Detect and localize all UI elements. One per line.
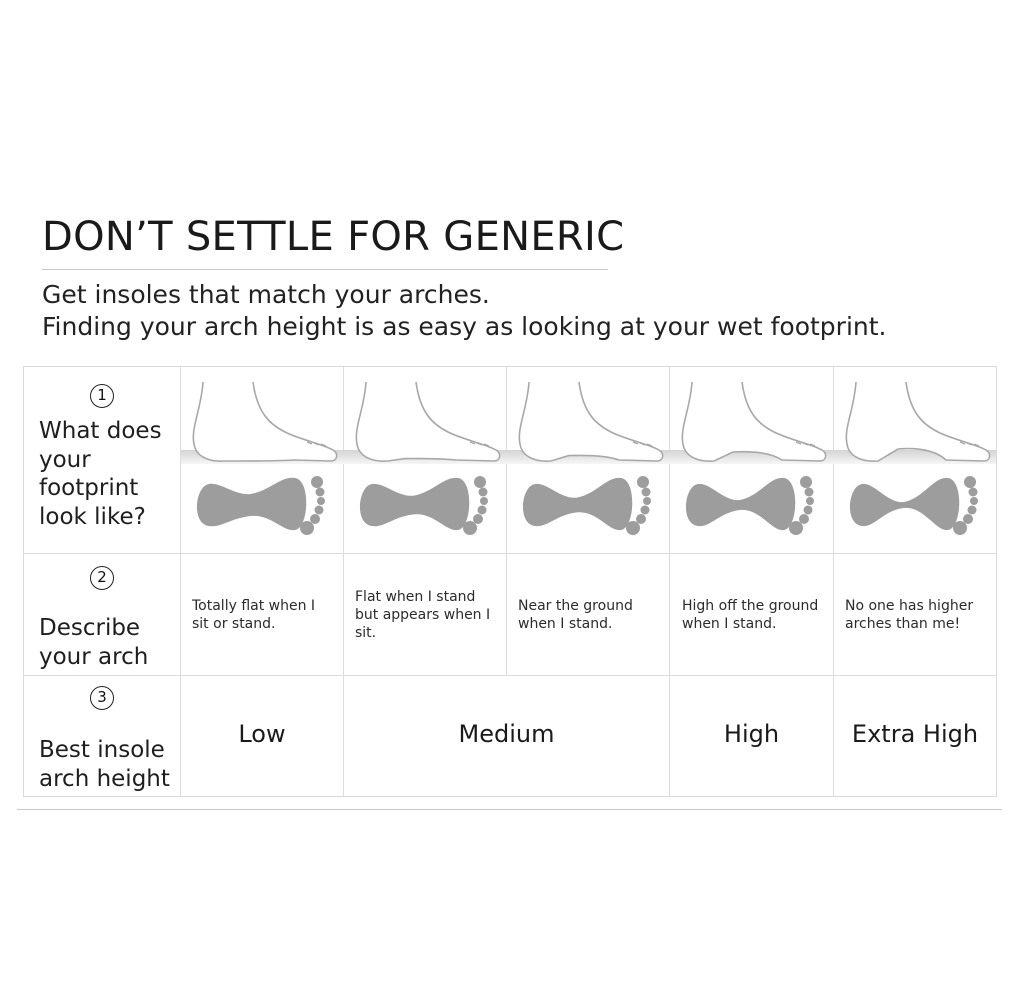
desc-line: Flat when I stand <box>355 589 476 605</box>
foot-side-icon <box>181 382 343 462</box>
desc-line: Near the ground <box>518 598 633 614</box>
step-number-2: 2 <box>90 566 114 590</box>
height-extra-high: Extra High <box>851 720 979 748</box>
footprint-icon <box>354 474 504 536</box>
desc-line: arches than me! <box>845 616 961 632</box>
desc-line: No one has higher <box>845 598 974 614</box>
footprint-icon <box>191 474 341 536</box>
height-high: High <box>723 720 780 748</box>
height-medium: Medium <box>458 720 555 748</box>
row-label-footprint <box>39 417 162 531</box>
step-number-1: 1 <box>90 384 114 408</box>
grid-line <box>23 553 997 554</box>
subtitle-line-1: Get insoles that match your arches. <box>42 280 490 309</box>
height-low: Low <box>238 720 286 748</box>
row-label-line: Best insole <box>39 737 165 763</box>
desc-line: Totally flat when I <box>192 598 316 614</box>
row-label-line: What does <box>39 418 162 444</box>
footprint-icon <box>844 474 994 536</box>
page-title: DON’T SETTLE FOR GENERIC <box>42 214 625 260</box>
desc-line: when I stand. <box>518 616 613 632</box>
desc-line: but appears when I <box>355 607 491 623</box>
foot-side-icon <box>507 382 669 462</box>
desc-line: when I stand. <box>682 616 777 632</box>
row-label-line: look like? <box>39 503 146 530</box>
footprint-icon <box>680 474 830 536</box>
foot-side-icon <box>670 382 832 462</box>
row-label-line: Describe <box>39 615 141 641</box>
row-label-best-height <box>39 736 170 793</box>
step-number-3: 3 <box>90 686 114 710</box>
desc-line: sit. <box>355 625 377 641</box>
row-label-line: your arch <box>39 643 149 670</box>
foot-side-icon <box>834 382 996 462</box>
title-underline <box>42 269 608 270</box>
arch-description-4 <box>682 597 818 633</box>
row-label-line: your <box>39 446 91 473</box>
footprint-icon <box>517 474 667 536</box>
grid-line <box>23 675 997 676</box>
arch-description-1 <box>192 597 315 633</box>
desc-line: sit or stand. <box>192 616 276 632</box>
arch-description-2 <box>355 588 490 642</box>
bottom-rule <box>17 809 1002 810</box>
row-label-describe <box>39 614 148 671</box>
row-label-line: arch height <box>39 765 170 792</box>
desc-line: High off the ground <box>682 598 819 614</box>
arch-description-3 <box>518 597 633 633</box>
arch-description-5 <box>845 597 973 633</box>
subtitle-line-2: Finding your arch height is as easy as looking at your wet footprint. <box>42 312 887 341</box>
row-label-line: footprint <box>39 475 139 501</box>
foot-side-icon <box>344 382 506 462</box>
